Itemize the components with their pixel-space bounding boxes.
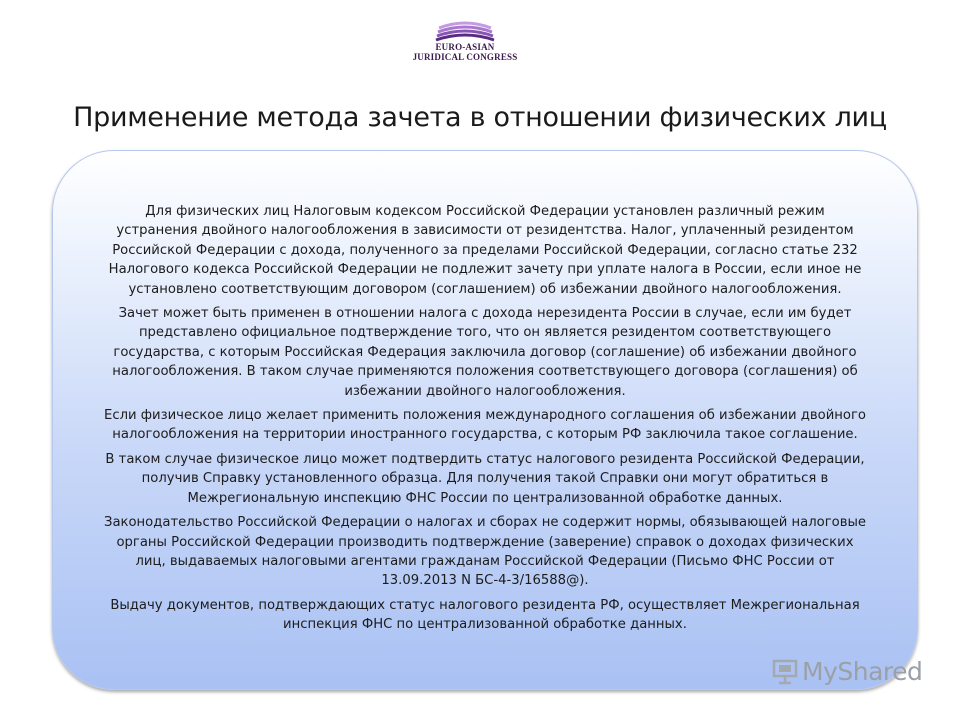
congress-logo [400,20,530,72]
arch-stripes-icon [433,20,497,42]
content-text [60,202,910,640]
paragraph: Если физическое лицо желает применить положения международного соглашения об избежании двойного налогообложения на территории иностранного государства, с которым РФ заключила такое соглашение. [103,408,866,443]
paragraph: В таком случае физическое лицо может подтвердить статус налогового резидента Российской Федерации, получив Справку установленного образца. Для получения такой Справки они могут обратиться в Межрегиональную инспекцию ФНС России по централизованной обработке данных. [105,451,865,506]
logo-line-1: EURO-ASIAN [435,42,495,52]
logo-line-2: JURIDICAL CONGRESS [412,52,518,62]
paragraph: Законодательство Российской Федерации о налогах и сборах не содержит нормы, обязывающей налоговые органы Российской Федерации производить подтверждение (заверение) справок о доходах физических лиц, выдаваемых налоговыми агентами гражданам Российской Федерации (Письмо ФНС России от 13.09.2013 N БС-4-3/16588@). [103,515,866,589]
presentation-board-icon [770,656,800,686]
paragraph: Для физических лиц Налоговым кодексом Российской Федерации установлен различный режим устранения двойного налогообложения в зависимости от резидентства. Налог, уплаченный резидентом Российской Федерации с дохода, полученного за пределами Российской Федерации, согласно статье 232 Налогового кодекса Российской Федерации не подлежит зачету при уплате налога в России, если иное не установлено соответствующим договором (соглашением) об избежании двойного налогообложения. [108,204,862,297]
paragraph: Выдачу документов, подтверждающих статус налогового резидента РФ, осуществляет Межрегиональная инспекция ФНС по централизованной обработке данных. [110,597,860,633]
paragraph: Зачет может быть применен в отношении налога с дохода нерезидента России в случае, если им будет представлено официальное подтверждение того, что он является резидентом соответствующего государства, с которым Российская Федерация заключила договор (соглашение) об избежании двойного налогообложения. В таком случае применяются положения соответствующего договора (соглашения) об избежании двойного налогообложения. [112,306,858,399]
myshared-watermark [770,656,922,686]
page-title: Применение метода зачета в отношении физических лиц [73,102,887,133]
watermark-text: MyShared [802,656,923,686]
